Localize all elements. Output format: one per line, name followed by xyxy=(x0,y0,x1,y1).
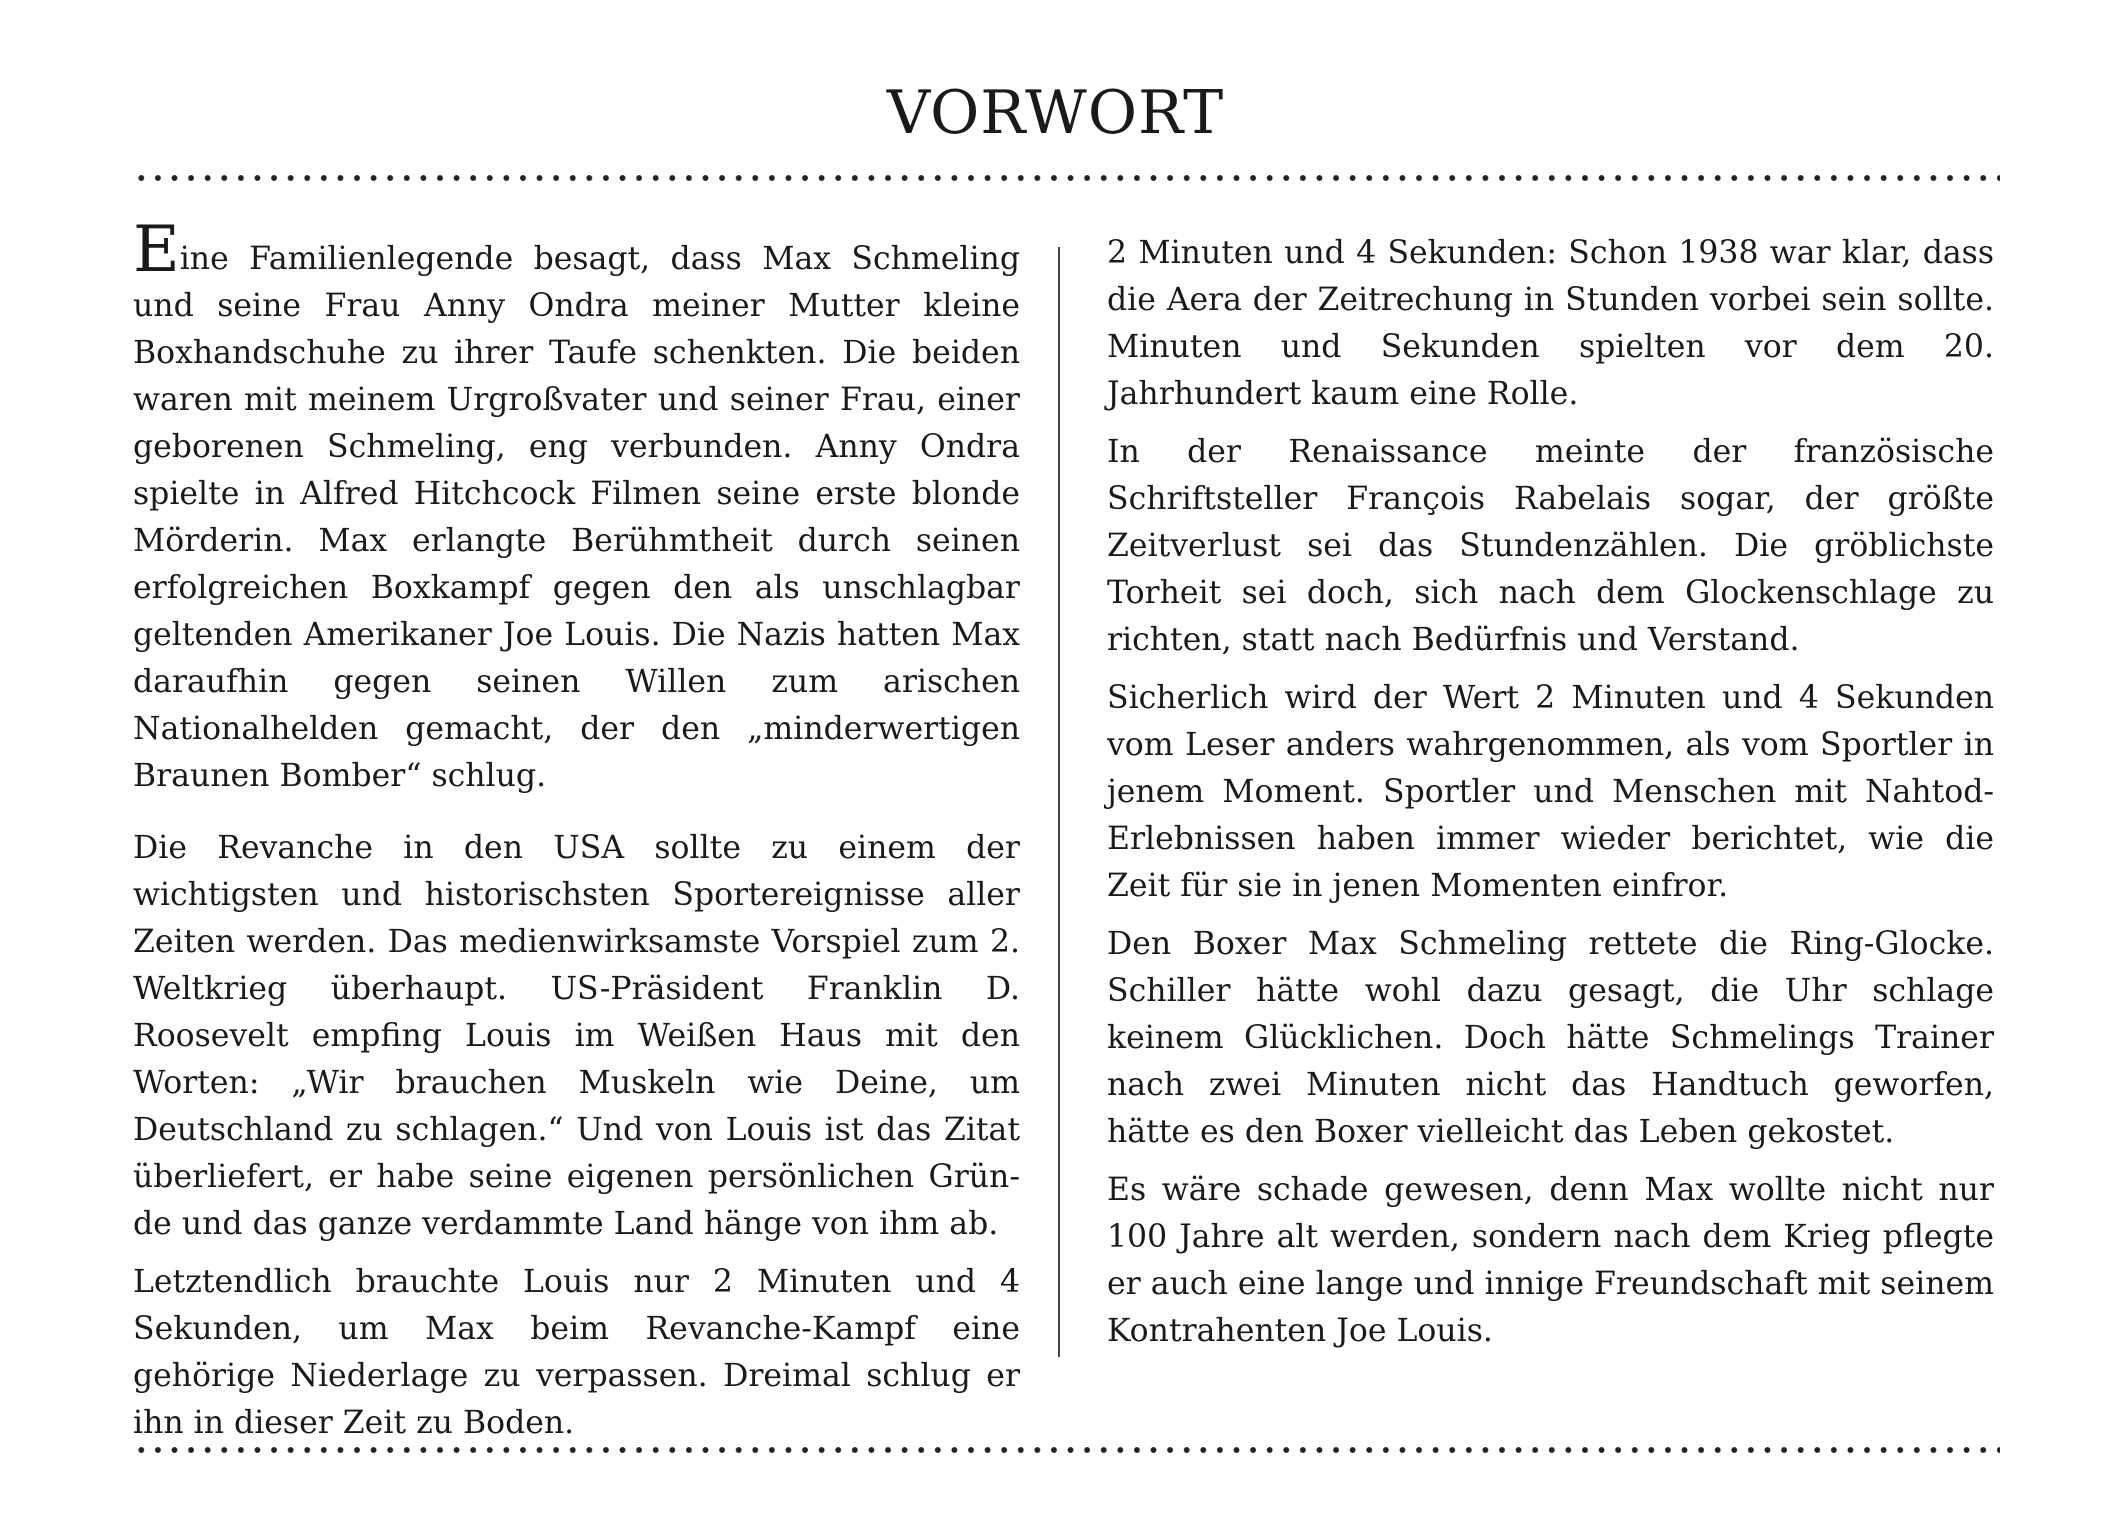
left-paragraph-2: Die Revanche in den USA sollte zu einem der wichtigsten und historischsten Sportereignisse aller Zeiten werden. Das medienwirksamste Vorspiel zum 2. Weltkrieg überhaupt. US-Präsident Franklin D. Roosevelt empfing Louis im Weißen Haus mit den Worten: „Wir brauchen Muskeln wie Deine, um Deutschland zu schlagen.“ Und von Louis ist das Zitat überliefert, er habe seine eigenen persönlichen Gründe und das ganze verdammte Land hänge von ihm ab. xyxy=(133,830,1020,1242)
right-paragraph-1: 2 Minuten und 4 Sekunden: Schon 1938 war klar, dass die Aera der Zeitrechung in Stunden vorbei sein sollte. Minuten und Sekunden spielten vor dem 20. Jahrhundert kaum eine Rolle. xyxy=(1107,235,1994,412)
left-paragraph-3: Letztendlich brauchte Louis nur 2 Minuten und 4 Sekunden, um Max beim Revanche-Kampf eine gehörige Niederlage zu verpassen. Dreimal schlug er ihn in dieser Zeit zu Boden. xyxy=(133,1264,1020,1441)
bottom-dotted-rule xyxy=(133,1446,2000,1454)
right-paragraph-2: In der Renaissance meinte der französische Schriftsteller François Rabelais sogar, der größte Zeitverlust sei das Stundenzählen. Die gröblichste Torheit sei doch, sich nach dem Glockenschlage zu richten, statt nach Bedürfnis und Verstand. xyxy=(1107,434,1994,658)
left-paragraph-1 xyxy=(133,213,1020,800)
left-paragraph-1-text: ine Familienlegende besagt, dass Max Schmeling und seine Frau Anny Ondra meiner Mutter kleine Boxhandschuhe zu ihrer Taufe schenkten. Die beiden waren mit meinem Urgroßvater und seiner Frau, einer geborenen Schmeling, eng verbunden. Anny Ondra spielte in Alfred Hitchcock Filmen seine erste blonde Mörderin. Max erlangte Berühmtheit durch seinen erfolgreichen Boxkampf gegen den als unschlagbar geltenden Amerikaner Joe Louis. Die Nazis hatten Max daraufhin gegen seinen Willen zum arischen Nationalhelden gemacht, der den „minderwertigen Braunen Bomber“ schlug. xyxy=(133,241,1020,794)
column-divider xyxy=(1058,247,1060,1357)
right-paragraph-3: Sicherlich wird der Wert 2 Minuten und 4 Sekunden vom Leser anders wahrgenommen, als vom Sportler in jenem Moment. Sportler und Menschen mit Nahtod-Erlebnissen haben immer wieder berichtet, wie die Zeit für sie in jenen Momenten einfror. xyxy=(1107,680,1994,904)
right-paragraph-5: Es wäre schade gewesen, denn Max wollte nicht nur 100 Jahre alt werden, sondern nach dem Krieg pflegte er auch eine lange und innige Freundschaft mit seinem Kontrahenten Joe Louis. xyxy=(1107,1172,1994,1349)
top-dotted-rule xyxy=(133,174,2000,182)
right-paragraph-4: Den Boxer Max Schmeling rettete die Ring-Glocke. Schiller hätte wohl dazu gesagt, die Uhr schlage keinem Glücklichen. Doch hätte Schmelings Trainer nach zwei Minuten nicht das Handtuch geworfen, hätte es den Boxer vielleicht das Leben gekostet. xyxy=(1107,926,1994,1150)
drop-cap: E xyxy=(133,213,180,287)
page-title: VORWORT xyxy=(886,78,1225,148)
right-column xyxy=(1107,230,1994,1355)
left-column xyxy=(133,213,1020,1447)
